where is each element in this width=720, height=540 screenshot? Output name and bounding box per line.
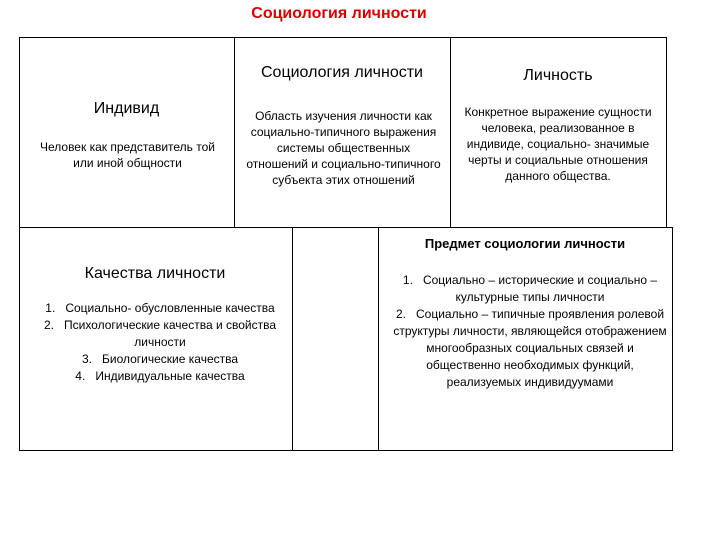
top-border [19, 37, 667, 38]
list-item: 2. Психологические качества и свойства личности [43, 318, 277, 349]
subject-list [392, 272, 668, 391]
sociology-text: Область изучения личности как социально-типичного выражения системы общественных отношений и социально-типичного субъекта этих отношений [246, 109, 441, 187]
personality-text: Конкретное выражение сущности человека, реализованное в индивиде, социально- значимые черты и социальные отношения данного общества. [464, 105, 652, 183]
divider-left-top [234, 37, 235, 227]
list-item: 2. Социально – типичные проявления ролевой структуры личности, являющейся отображением многообразных социальных связей и общественно необходимых функций, реализуемых индивидуумами [393, 307, 667, 389]
individ-text: Человек как представитель той или иной общности [39, 140, 215, 170]
sociology-heading: Социология личности [260, 64, 423, 81]
page-title: Социология личности [251, 5, 427, 22]
middle-border [19, 227, 667, 228]
divider-right-top [450, 37, 451, 227]
list-item: 1. Социально – исторические и социально – культурные типы личности [402, 273, 658, 304]
divider-bottom-2 [378, 227, 379, 451]
qualities-heading: Качества личности [84, 265, 226, 282]
qualities-list [40, 300, 280, 385]
left-border [19, 37, 20, 451]
right-border-bottom [672, 227, 673, 451]
subject-heading: Предмет социологии личности [424, 236, 626, 251]
list-item: 4. Индивидуальные качества [75, 369, 245, 383]
list-item: 1. Социально- обусловленные качества [45, 301, 275, 315]
divider-bottom-1 [292, 227, 293, 451]
individ-heading: Индивид [93, 100, 160, 117]
bottom-border [19, 450, 673, 451]
list-item: 3. Биологические качества [81, 352, 239, 366]
personality-heading: Личность [523, 67, 593, 84]
right-border-top [666, 37, 667, 227]
